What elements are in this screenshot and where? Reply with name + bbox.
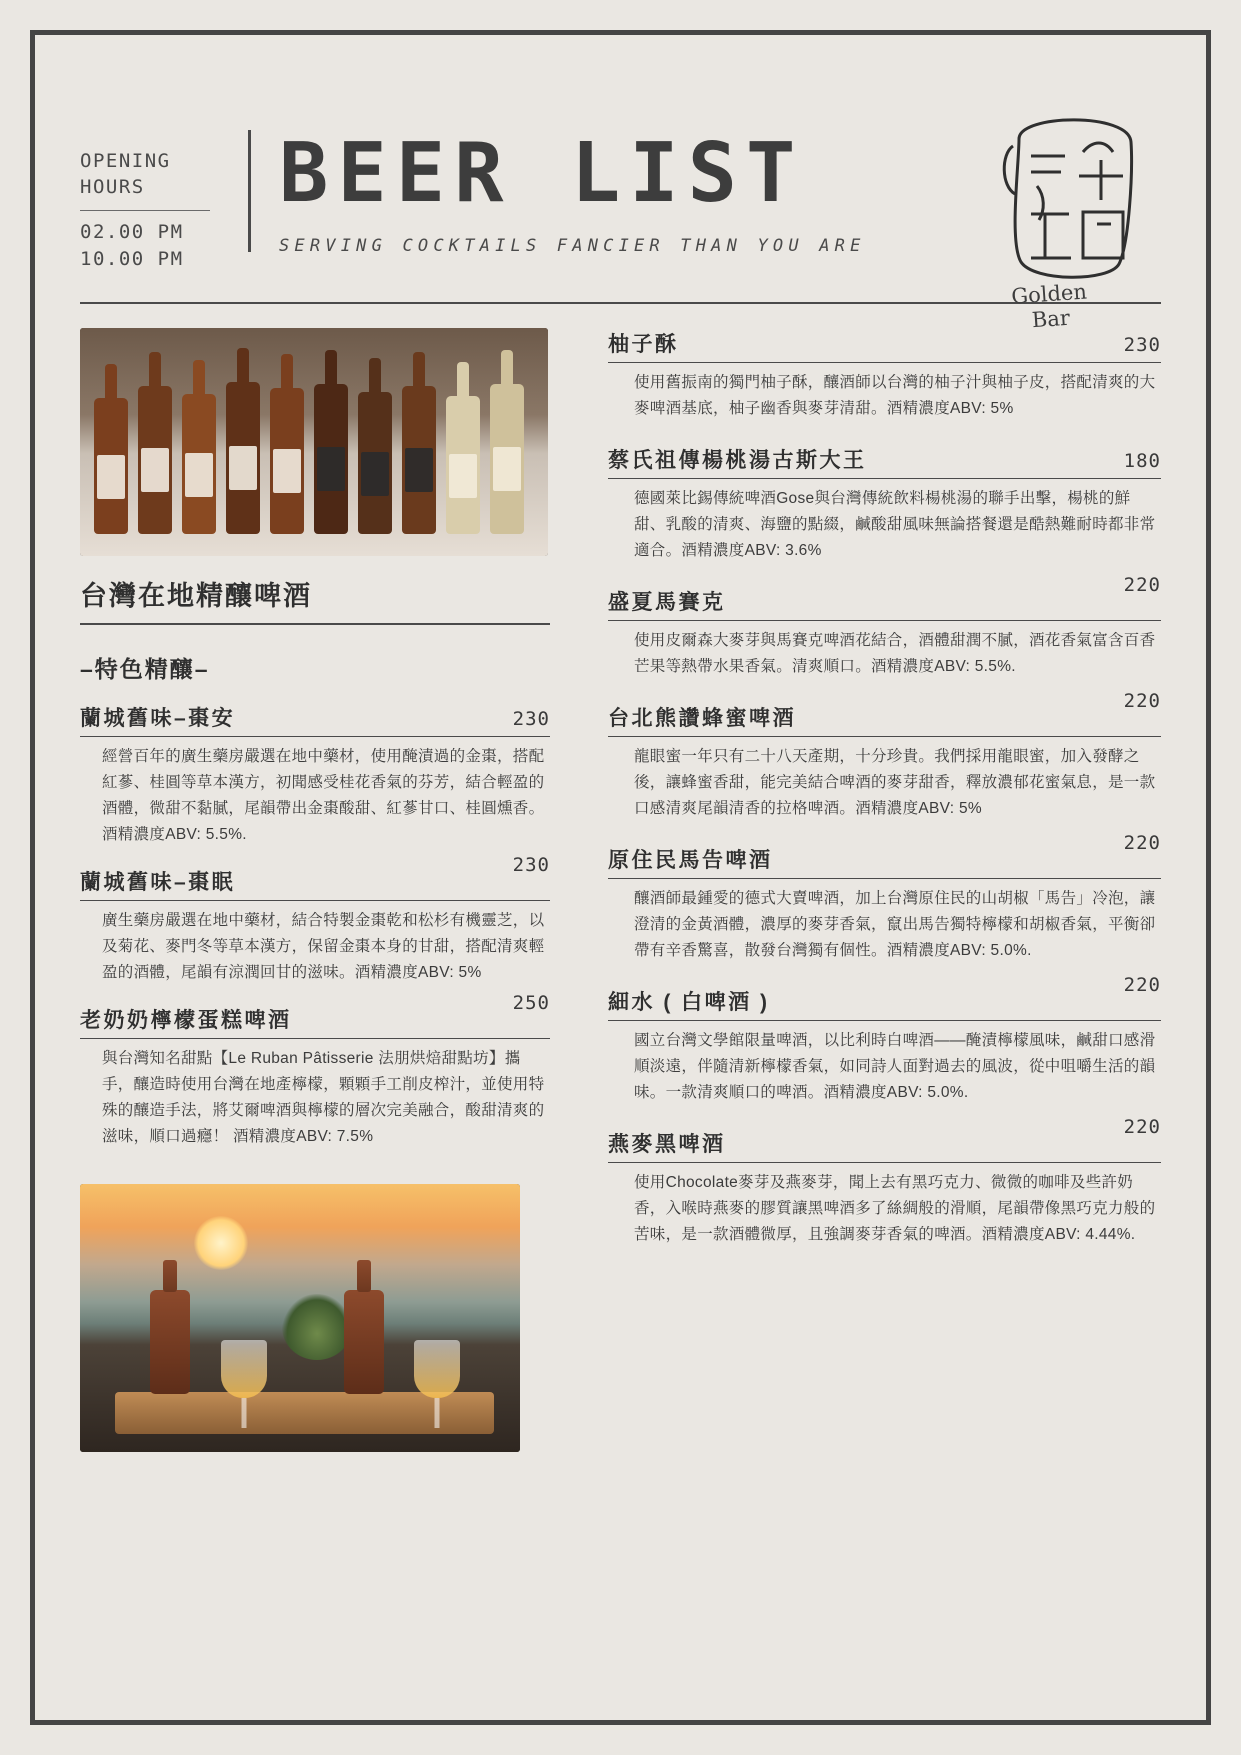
item-description: 經營百年的廣生藥房嚴選在地中藥材，使用醃漬過的金棗，搭配紅蔘、桂圓等草本漢方，初聞感受桂花香氣的芬芳，結合輕盈的酒體，微甜不黏膩，尾韻帶出金棗酸甜、紅蔘甘口、桂圓燻香。酒精濃度ABV: 5.5%.: [102, 748, 545, 843]
item-name: 蘭城舊味–棗安: [80, 707, 236, 730]
bottle-right: [344, 1290, 384, 1394]
item-name: 原住民馬告啤酒: [608, 849, 773, 872]
item-divider: [608, 620, 1161, 621]
item-description: 使用皮爾森大麥芽與馬賽克啤酒花結合，酒體甜潤不膩，酒花香氣富含百香芒果等熱帶水果香氣。清爽順口。酒精濃度ABV: 5.5%.: [634, 632, 1156, 675]
bottle-left: [150, 1290, 190, 1394]
item-name: 燕麥黑啤酒: [608, 1133, 726, 1156]
menu-header: [80, 100, 1161, 333]
menu-item[interactable]: [608, 690, 1161, 822]
item-price: 220: [1123, 832, 1161, 854]
menu-item[interactable]: [608, 574, 1161, 680]
item-description: 德國萊比錫傳統啤酒Gose與台灣傳統飲料楊桃湯的聯手出擊，楊桃的鮮甜、乳酸的清爽、海鹽的點綴，鹹酸甜風味無論搭餐還是酷熱難耐時都非常適合。酒精濃度ABV: 3.6%: [634, 490, 1156, 559]
menu-item[interactable]: [608, 328, 1161, 422]
glass-right: [414, 1340, 460, 1398]
plant: [282, 1294, 352, 1360]
item-price: 220: [1123, 690, 1161, 712]
item-name: 柚子酥: [608, 333, 679, 356]
item-divider: [608, 362, 1161, 363]
logo-name-line2: Bar: [1031, 305, 1071, 333]
bottles-illustration: [80, 328, 548, 556]
menu-item[interactable]: [80, 992, 550, 1150]
right-column: [550, 328, 1161, 1452]
left-section-title: 台灣在地精釀啤酒: [80, 581, 312, 611]
menu-item[interactable]: [608, 1116, 1161, 1248]
item-price: 250: [512, 992, 550, 1014]
item-price: 230: [1123, 334, 1161, 356]
close-time: 10.00 PM: [80, 248, 184, 270]
menu-item[interactable]: [608, 974, 1161, 1106]
item-description: 與台灣知名甜點【Le Ruban Pâtisserie 法朋烘焙甜點坊】攜手，釀造時使用台灣在地產檸檬，顆顆手工削皮榨汁，並使用特殊的釀造手法，將艾爾啤酒與檸檬的層次完美融合，酸甜清爽的滋味，順口過癮！ 酒精濃度ABV: 7.5%: [102, 1050, 545, 1145]
sunset-illustration: [80, 1184, 520, 1452]
item-price: 230: [512, 854, 550, 876]
page-subtitle: SERVING COCKTAILS FANCIER THAN YOU ARE: [279, 236, 866, 256]
glass-left: [221, 1340, 267, 1398]
item-divider: [80, 900, 550, 901]
item-price: 220: [1123, 574, 1161, 596]
item-divider: [80, 1038, 550, 1039]
item-name: 老奶奶檸檬蛋糕啤酒: [80, 1009, 292, 1032]
menu-item[interactable]: [80, 702, 550, 848]
bottom-photo: [80, 1184, 520, 1452]
page-title: BEER LIST: [279, 126, 805, 221]
item-price: 180: [1123, 450, 1161, 472]
item-name: 蘭城舊味–棗眠: [80, 871, 236, 894]
opening-hours-label-line2: HOURS: [80, 176, 145, 198]
item-price: 230: [512, 708, 550, 730]
item-description: 使用舊振南的獨門柚子酥，釀酒師以台灣的柚子汁與柚子皮，搭配清爽的大麥啤酒基底，柚子幽香與麥芽清甜。酒精濃度ABV: 5%: [634, 374, 1156, 417]
item-divider: [608, 478, 1161, 479]
item-divider: [608, 736, 1161, 737]
item-description: 國立台灣文學館限量啤酒，以比利時白啤酒——醃漬檸檬風味，鹹甜口感滑順淡遠，伴隨清新檸檬香氣，如同詩人面對過去的風波，從中咀嚼生活的韻味。一款清爽順口的啤酒。酒精濃度ABV: 5.0%.: [634, 1032, 1156, 1101]
opening-hours-label-line1: OPENING: [80, 150, 171, 172]
menu-content: [80, 100, 1161, 1695]
item-divider: [608, 1020, 1161, 1021]
item-price: 220: [1123, 974, 1161, 996]
menu-item[interactable]: [608, 832, 1161, 964]
menu-item[interactable]: [608, 444, 1161, 564]
item-divider: [608, 878, 1161, 879]
open-time: 02.00 PM: [80, 221, 184, 243]
item-price: 220: [1123, 1116, 1161, 1138]
item-name: 台北熊讚蜂蜜啤酒: [608, 707, 796, 730]
left-sub-title: –特色精釀–: [80, 656, 210, 682]
sun-icon: [194, 1216, 248, 1270]
golden-bar-logo: [979, 94, 1169, 344]
item-description: 使用Chocolate麥芽及燕麥芽，聞上去有黑巧克力、微微的咖啡及些許奶香，入喉時燕麥的膠質讓黑啤酒多了絲綢般的滑順，尾韻帶像黑巧克力般的苦味，是一款酒體微厚，且強調麥芽香氣的啤酒。酒精濃度ABV: 4.44%.: [634, 1174, 1156, 1243]
item-description: 釀酒師最鍾愛的德式大賣啤酒，加上台灣原住民的山胡椒「馬告」冷泡，讓澄清的金黃酒體，濃厚的麥芽香氣，竄出馬告獨特檸檬和胡椒香氣，平衡卻帶有辛香驚喜，散發台灣獨有個性。酒精濃度ABV: 5.0%.: [634, 890, 1156, 959]
item-name: 蔡氏祖傳楊桃湯古斯大王: [608, 449, 867, 472]
left-section-divider: [80, 623, 550, 625]
opening-hours-divider: [80, 210, 210, 211]
menu-columns: [80, 328, 1161, 1452]
logo-mark-icon: [979, 94, 1169, 294]
header-vertical-divider: [248, 130, 251, 252]
item-divider: [608, 1162, 1161, 1163]
logo-name-line1: Golden: [1010, 279, 1088, 309]
left-column: [80, 328, 550, 1452]
menu-item[interactable]: [80, 854, 550, 986]
item-divider: [80, 736, 550, 737]
item-name: 盛夏馬賽克: [608, 591, 726, 614]
item-description: 龍眼蜜一年只有二十八天產期，十分珍貴。我們採用龍眼蜜，加入發酵之後，讓蜂蜜香甜，能完美結合啤酒的麥芽甜香，釋放濃郁花蜜氣息，是一款口感清爽尾韻清香的拉格啤酒。酒精濃度ABV: 5%: [634, 748, 1156, 817]
top-photo: [80, 328, 548, 556]
opening-hours-block: [80, 100, 230, 273]
item-name: 細水 ( 白啤酒 ): [608, 991, 770, 1014]
item-description: 廣生藥房嚴選在地中藥材，結合特製金棗乾和松杉有機靈芝，以及菊花、麥門冬等草本漢方，保留金棗本身的甘甜，搭配清爽輕盈的酒體，尾韻有涼潤回甘的滋味。酒精濃度ABV: 5%: [102, 912, 545, 981]
